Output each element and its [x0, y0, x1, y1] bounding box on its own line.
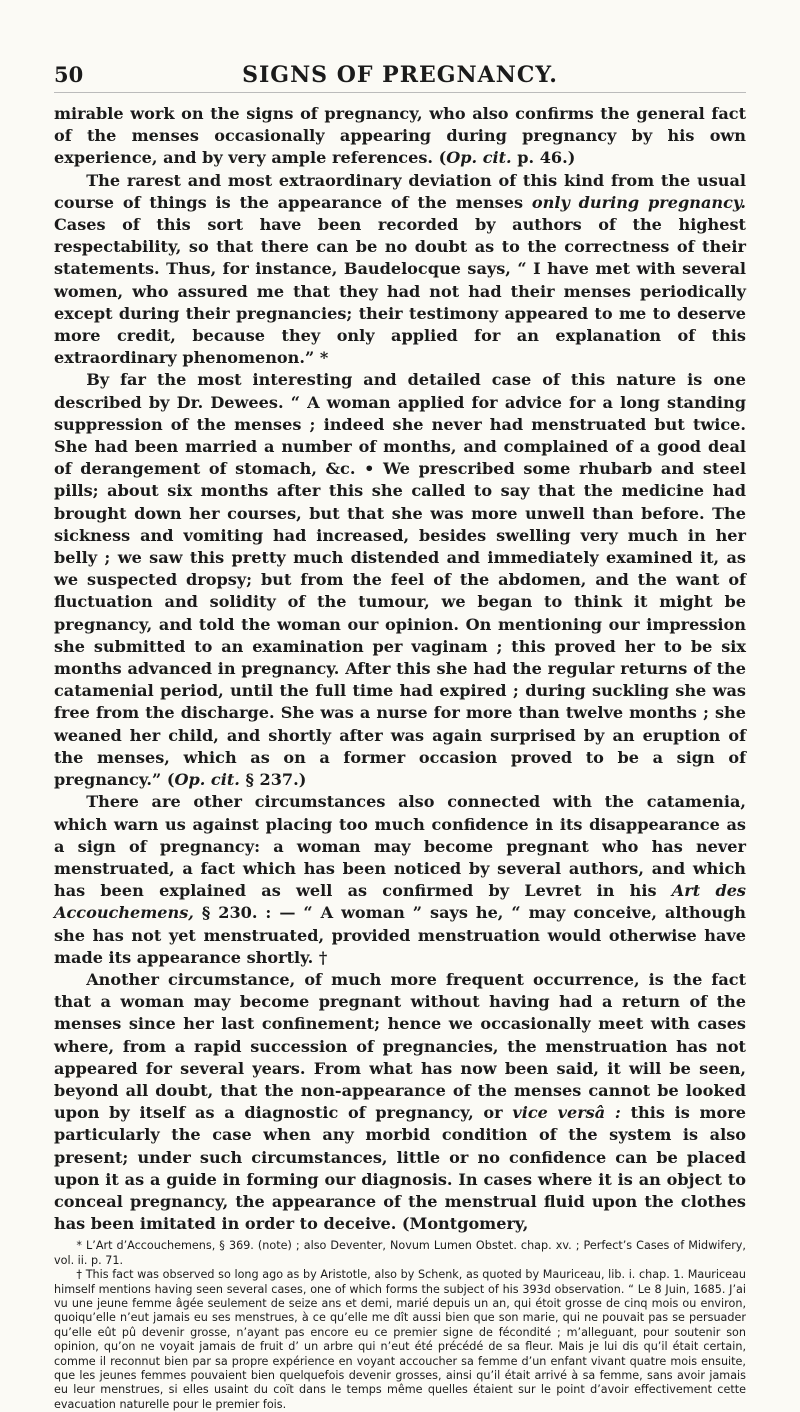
text-run: p. 46.) — [511, 148, 576, 168]
text-run: By far the most interesting and detailed case of this nature is one described by Dr. Dewees. “ A woman applied for advice for a long standing suppression of the menses ; indeed she never had menstruated but twice. She had been married a number of months, and complained of a good deal of derangement of stomach, &c. • We prescribed some rhubarb and steel pills; about six months after this she called to say that the medicine had brought down her courses, but that she was more unwell than before. The sickness and vomiting had increased, besides swelling very much in her belly ; we saw this pretty much distended and immediately examined it, as we suspected dropsy; but from the feel of the abdomen, and the want of fluctuation and solidity of the tumour, we began to think it might be pregnancy, and told the woman our opinion. On mentioning our impression she submitted to an examination per vaginam ; this proved her to be six months advanced in pregnancy. After this she had the regular returns of the catamenial period, until the full time had expired ; during suckling she was free from the discharge. She was a nurse for more than twelve months ; she weaned her child, and shortly after was again surprised by an eruption of the menses, which as on a former occasion proved to be a sign of pregnancy.” ( — [54, 370, 746, 790]
text-run: § 237.) — [239, 770, 307, 790]
text-run: There are other circumstances also connected with the catamenia, which warn us against placing too much confidence in its disappearance as a sign of pregnancy: a woman may become pregnant who has never menstruated, a fact which has been noticed by several authors, and which has been explained as well as confirmed by Levret in his — [54, 792, 746, 901]
paragraph — [54, 170, 746, 370]
running-title: SIGNS OF PREGNANCY. — [242, 62, 558, 88]
italic-text: Op. cit. — [174, 770, 240, 790]
text-run: § 230. : — “ A woman ” says he, “ may conceive, although she has not yet menstruated, provided menstruation would otherwise have made its appearance shortly. † — [54, 903, 746, 967]
italic-text: vice versâ : — [512, 1103, 621, 1123]
footnote: † This fact was observed so long ago as by Aristotle, also by Schenk, as quoted by Mauriceau, lib. i. chap. 1. Mauriceau himself mentions having seen several cases, one of which forms the subject of his 393d observation. “ Le 8 Juin, 1685. J’ai vu une jeune femme âgée seulement de seize ans et demi, marié depuis un an, qui étoit grosse de cinq mois ou environ, quoiqu’elle n’eut jamais eu ses menstrues, à ce qu’elle me dît aussi bien que son marie, qui ne pouvait pas se persuader qu’elle eût pû devenir grosse, n’ayant pas encore eu ce premier signe de fécondité ; m’alleguant, pour soutenir son opinion, qu’on ne voyait jamais de fruit d’ un arbre qui n’eut été précédé de sa fleur. Mais je lui dis qu’il était certain, comme il reconnut bien par sa propre expérience en voyant accoucher sa femme d’un enfant vivant quatre mois ensuite, que les jeunes femmes pouvaient bien quelquefois devenir grosses, ainsi qu’il était arrivé à sa femme, sans avoir jamais eu leur menstrues, si elles usaint du coït dans le temps même quelles étaient sur le point d’avoir effectivement cette evacuation naturelle pour le premier fois. — [54, 1268, 746, 1411]
page-header — [54, 62, 746, 93]
body-text — [54, 103, 746, 1235]
text-run: Cases of this sort have been recorded by authors of the highest respectability, so that there can be no doubt as to the correctness of their statements. Thus, for instance, Baudelocque says, “ I have met with several women, who assured me that they had not had their menses periodically except during their pregnancies; their testimony appeared to me to deserve more credit, because they only applied for an explanation of this extraordinary phenomenon.” * — [54, 215, 746, 368]
italic-text: only during pregnancy. — [531, 192, 746, 212]
footnotes — [54, 1239, 746, 1412]
text-run: mirable work on the signs of pregnancy, who also confirms the general fact of the menses occasionally appearing during pregnancy by his own experience, and by very ample references. ( — [54, 104, 746, 168]
text-run: The rarest and most extraordinary deviation of this kind from the usual course of things is the appearance of the menses — [54, 170, 746, 212]
paragraph — [54, 791, 746, 969]
paragraph — [54, 103, 746, 170]
text-run: this is more particularly the case when any morbid condition of the system is also present; under such circumstances, little or no confidence can be placed upon it as a guide in forming our diagnosis. In cases where it is an object to conceal pregnancy, the appearance of the menstrual fluid upon the clothes has been imitated in order to deceive. (Montgomery, — [54, 1103, 746, 1234]
paragraph — [54, 369, 746, 791]
text-run: Another circumstance, of much more frequent occurrence, is the fact that a woman may become pregnant without having had a return of the menses since her last confinement; hence we occasionally meet with cases where, from a rapid succession of pregnancies, the menstruation has not appeared for several years. From what has now been said, it will be seen, beyond all doubt, that the non-appearance of the menses cannot be looked upon by itself as a diagnostic of pregnancy, or — [54, 969, 746, 1123]
page-number: 50 — [54, 62, 84, 87]
paragraph — [54, 969, 746, 1235]
italic-text: Op. cit. — [446, 148, 512, 168]
italic-text: Art des Accouchemens, — [54, 881, 746, 923]
footnote: * L’Art d’Accouchemens, § 369. (note) ; also Deventer, Novum Lumen Obstet. chap. xv. ; Perfect’s Cases of Midwifery, vol. ii. p. 71. — [54, 1239, 746, 1267]
